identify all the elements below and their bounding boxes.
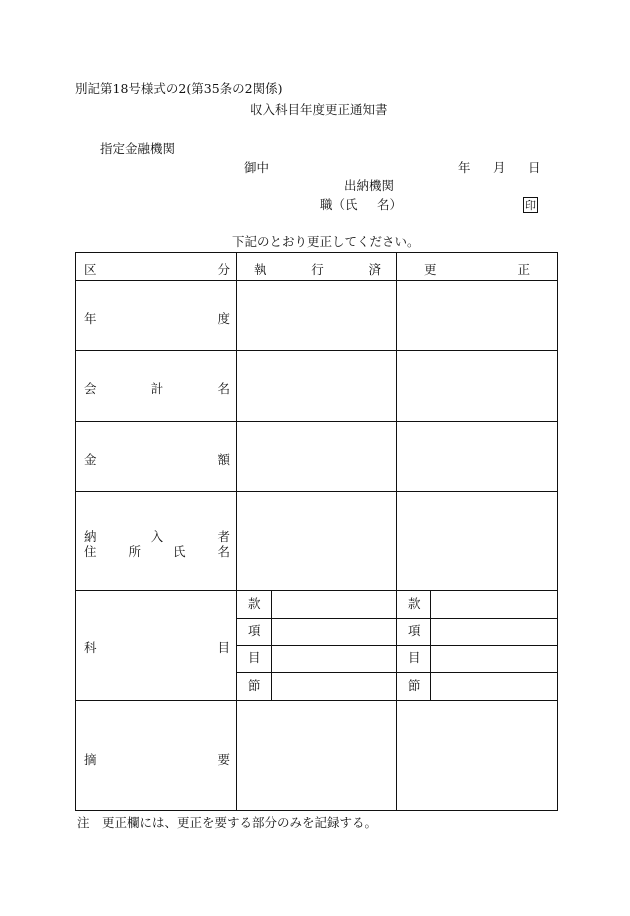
- label-char: 科: [84, 640, 97, 655]
- head-char: 執: [254, 262, 267, 277]
- head-char: 済: [368, 262, 381, 277]
- grid-hline: [76, 421, 557, 422]
- head-corrected: [424, 260, 530, 278]
- label-char: 氏: [172, 544, 186, 559]
- grid-hline: [236, 672, 557, 673]
- head-executed: [254, 260, 381, 278]
- label-char: 納: [84, 529, 97, 544]
- executed-setsu-label: 節: [248, 678, 261, 693]
- label-char: 摘: [84, 752, 97, 767]
- row-label-account-name: [84, 379, 230, 397]
- row-label-amount: [84, 450, 230, 468]
- label-char: 所: [128, 544, 141, 559]
- label-char: 者: [217, 529, 230, 544]
- head-section: [84, 260, 230, 278]
- label-char: 名: [217, 544, 230, 559]
- label-char: 年: [84, 311, 97, 326]
- sender-name-label-end: 名）: [377, 197, 403, 212]
- grid-hline: [76, 700, 557, 701]
- date-year: 年: [458, 160, 471, 175]
- footnote: 注 更正欄には、更正を要する部分のみを記録する。: [77, 815, 378, 830]
- corrected-moku-label: 目: [408, 650, 421, 665]
- grid-hline: [236, 645, 557, 646]
- correction-table: [75, 252, 558, 811]
- grid-hline: [76, 491, 557, 492]
- row-label-fiscal-year: [84, 309, 230, 327]
- date-month: 月: [493, 160, 506, 175]
- corrected-kou-label: 項: [408, 623, 421, 638]
- grid-vline: [396, 253, 397, 810]
- intro-text: 下記のとおり更正してください。: [232, 234, 420, 249]
- addressee-institution: 指定金融機関: [100, 141, 176, 156]
- sender-org: 出納機関: [344, 178, 395, 193]
- row-label-remarks: [84, 750, 230, 768]
- head-char: 区: [84, 262, 97, 277]
- label-char: 計: [150, 381, 164, 396]
- label-char: 会: [84, 381, 97, 396]
- executed-moku-label: 目: [248, 650, 261, 665]
- document-title: 収入科目年度更正通知書: [250, 102, 388, 117]
- addressee-honorific: 御中: [244, 160, 270, 175]
- corrected-setsu-label: 節: [408, 678, 421, 693]
- grid-hline: [76, 350, 557, 351]
- head-char: 正: [517, 262, 530, 277]
- seal-mark: 印: [525, 198, 536, 212]
- grid-hline: [76, 280, 557, 281]
- head-char: 行: [311, 262, 324, 277]
- label-char: 名: [217, 381, 230, 396]
- row-label-subject: [84, 638, 230, 656]
- label-char: 住: [84, 544, 97, 559]
- date-day: 日: [528, 160, 541, 175]
- label-char: 目: [217, 640, 230, 655]
- executed-kan-label: 款: [248, 596, 261, 611]
- label-char: 入: [150, 529, 164, 544]
- label-char: 額: [217, 452, 230, 467]
- grid-hline: [236, 618, 557, 619]
- corrected-kan-label: 款: [408, 596, 421, 611]
- label-char: 要: [217, 752, 230, 767]
- form-reference: 別記第18号様式の2(第35条の2関係): [75, 81, 283, 96]
- grid-vline: [236, 253, 237, 810]
- label-char: 金: [84, 452, 97, 467]
- grid-hline: [76, 590, 557, 591]
- sender-name-label-start: 職（氏: [320, 197, 358, 212]
- row-label-payer-address: [84, 542, 230, 560]
- label-char: 度: [217, 311, 230, 326]
- head-char: 分: [217, 262, 230, 277]
- head-char: 更: [424, 262, 437, 277]
- executed-kou-label: 項: [248, 623, 261, 638]
